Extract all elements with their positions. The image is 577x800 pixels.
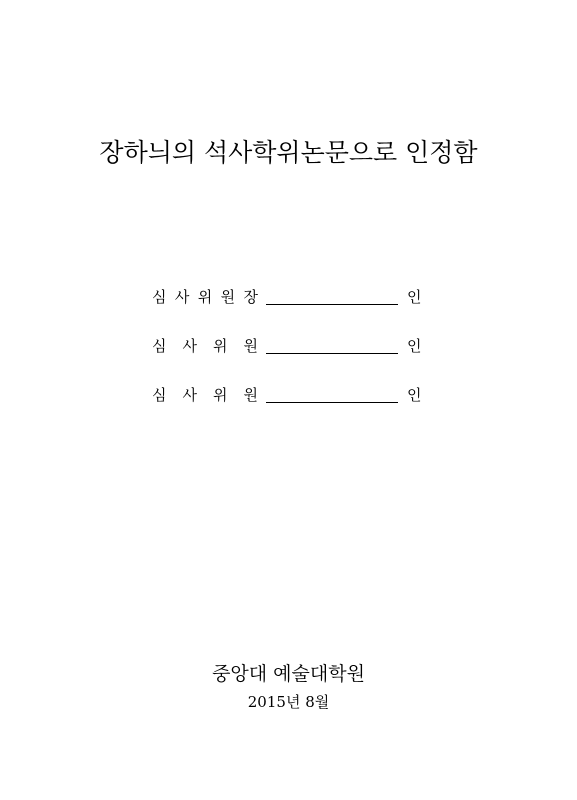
role-char: 원 xyxy=(243,337,258,355)
seal-mark: 인 xyxy=(407,386,422,404)
signature-line xyxy=(266,304,398,305)
signature-line xyxy=(266,353,398,354)
committee-row-chair xyxy=(0,284,577,310)
committee-role-label xyxy=(152,382,258,408)
approval-title: 장하늬의 석사학위논문으로 인정함 xyxy=(99,138,478,167)
approval-date: 2015년 8월 xyxy=(247,693,330,711)
role-char: 위 xyxy=(213,337,228,355)
role-char: 심 xyxy=(152,386,167,404)
committee-row-member-1 xyxy=(0,333,577,359)
role-char: 사 xyxy=(182,386,197,404)
role-char: 심 xyxy=(152,288,167,306)
committee-role-label xyxy=(152,333,258,359)
role-char: 원 xyxy=(220,288,236,306)
role-char: 위 xyxy=(197,288,213,306)
institution-name: 중앙대 예술대학원 xyxy=(212,663,365,685)
committee-row-member-2 xyxy=(0,382,577,408)
seal-mark: 인 xyxy=(407,288,422,306)
role-char: 위 xyxy=(213,386,228,404)
committee-role-label xyxy=(152,284,258,310)
signature-line xyxy=(266,402,398,403)
role-char: 심 xyxy=(152,337,167,355)
role-char: 사 xyxy=(182,337,197,355)
role-char: 사 xyxy=(174,288,190,306)
role-char: 장 xyxy=(243,288,258,306)
seal-mark: 인 xyxy=(407,337,422,355)
role-char: 원 xyxy=(243,386,258,404)
